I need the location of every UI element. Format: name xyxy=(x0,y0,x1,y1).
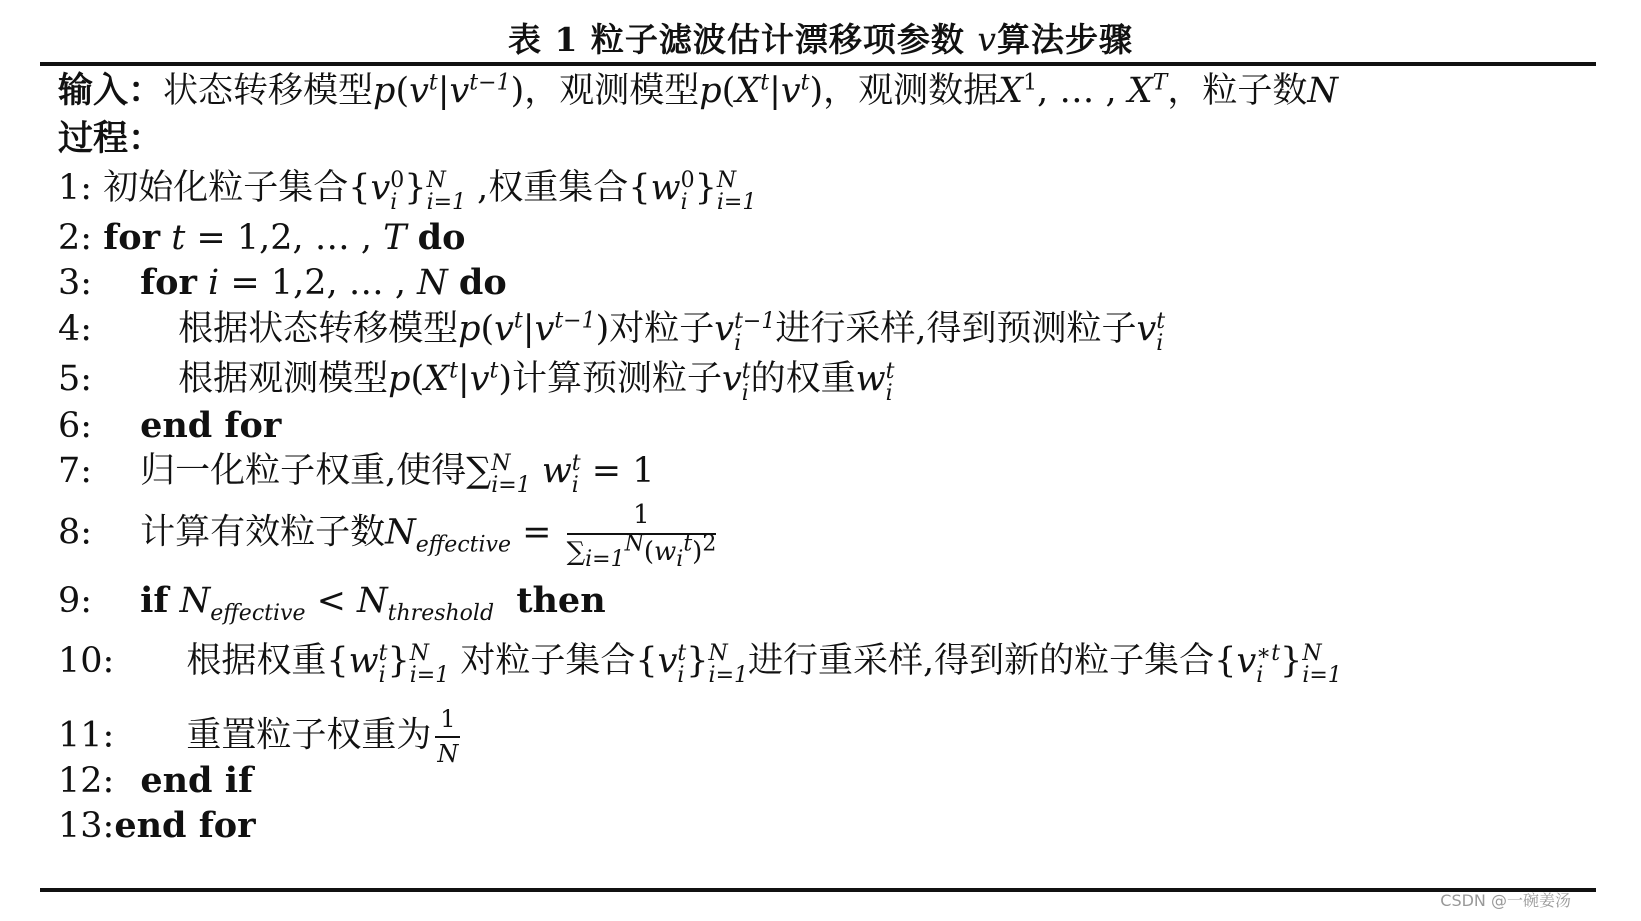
step-number: 8: xyxy=(58,512,93,553)
step-text: 的权重 xyxy=(750,359,856,399)
step-text: 计算有效粒子数 xyxy=(140,512,386,553)
step-text: 初始化粒子集合 xyxy=(103,168,349,208)
keyword: end for xyxy=(114,805,256,846)
caption-suffix: 算法步骤 xyxy=(997,20,1134,59)
input-text-1: 状态转移模型 xyxy=(163,71,374,111)
step-text: 进行重采样,得到新的粒子集合 xyxy=(748,641,1215,681)
caption-variable: v xyxy=(977,20,998,59)
step-8: 8: 计算有效粒子数$N_{effective}$ = $\frac{1}{\sum_{i=1}^N(w_i^t)^2}$ xyxy=(58,500,717,573)
step-12 xyxy=(58,760,253,802)
step-text: 计算预测粒子 xyxy=(511,359,722,399)
step-number: 1: xyxy=(58,168,93,208)
step-text: 进行采样,得到预测粒子 xyxy=(775,309,1137,349)
step-number: 9: xyxy=(58,581,93,621)
keyword: end for xyxy=(140,405,282,446)
table-caption xyxy=(0,14,1641,61)
step-number: 2: xyxy=(58,218,93,258)
keyword: for xyxy=(140,262,197,303)
step-6 xyxy=(58,405,281,447)
step-13 xyxy=(58,805,256,847)
keyword: end if xyxy=(140,760,254,801)
fraction: $\frac{1}{N}$ xyxy=(437,705,459,768)
input-label: 输入： xyxy=(58,70,164,111)
watermark: CSDN @一碗姜汤 xyxy=(1440,891,1571,910)
process-label: 过程： xyxy=(58,118,164,159)
step-number: 5: xyxy=(58,359,93,399)
step-text: 对粒子集合 xyxy=(460,641,636,681)
input-line: 输入：状态转移模型$p(v^t|v^{t-1})$，观测模型$p(X^t|v^t)$，观测数据$X^1$, … , $X^T$，粒子数N xyxy=(58,70,1338,111)
step-7: 7: 归一化粒子权重,使得∑ N i=1 w t i = 1 xyxy=(58,450,655,498)
step-5: 5: 根据观测模型$p(X^t|v^t)$计算预测粒子v t i 的权重w t i xyxy=(58,358,895,406)
step-number: 7: xyxy=(58,451,93,491)
step-number: 11: xyxy=(58,715,115,756)
top-rule xyxy=(40,62,1596,66)
bottom-rule xyxy=(40,888,1596,892)
step-number: 4: xyxy=(58,309,93,349)
step-number: 13: xyxy=(58,806,115,846)
step-text: 根据权重 xyxy=(186,641,327,681)
step-1: 1: 初始化粒子集合{v 0 i } N i=1 ,权重集合{w 0 i } N i=1 xyxy=(58,167,757,215)
keyword: do xyxy=(417,217,466,258)
step-2: 2: for t = 1,2, … , T do xyxy=(58,217,466,258)
step-text: ,权重集合 xyxy=(466,168,629,208)
keyword: for xyxy=(103,217,161,258)
step-number: 3: xyxy=(58,263,93,303)
input-text-4: ，粒子数 xyxy=(1167,71,1308,111)
keyword: then xyxy=(516,580,606,621)
step-text: 归一化粒子权重,使得 xyxy=(140,451,467,491)
step-number: 12: xyxy=(58,761,115,801)
caption-prefix: 表 1 粒子滤波估计漂移项参数 xyxy=(507,20,978,59)
step-text: 重置粒子权重为 xyxy=(186,715,432,756)
input-text-3: ，观测数据 xyxy=(823,71,999,111)
input-text-2: ，观测模型 xyxy=(524,71,700,111)
keyword: do xyxy=(458,262,507,303)
step-text: 根据状态转移模型 xyxy=(178,309,459,349)
step-number: 10: xyxy=(58,641,115,681)
step-text: 对粒子 xyxy=(609,309,715,349)
keyword: if xyxy=(140,580,169,621)
step-9: 9: if $N_{effective} < N_{threshold}$ then xyxy=(58,580,606,626)
step-number: 6: xyxy=(58,406,93,446)
step-text: 根据观测模型 xyxy=(178,359,389,399)
step-10: 10: 根据权重{w t i } N i=1 对粒子集合{v t i } N i=1 进行重采样,得到新的粒子集合{v ∗t i } N i=1 xyxy=(58,640,1342,688)
step-4: 4: 根据状态转移模型$p(v^t|v^{t-1})$对粒子v t−1 i 进行采样,得到预测粒子v t i xyxy=(58,308,1166,356)
step-3: 3: for i = 1,2, … , N do xyxy=(58,262,507,303)
fraction: $\frac{1}{\sum_{i=1}^N(w_i^t)^2}$ xyxy=(566,500,717,573)
